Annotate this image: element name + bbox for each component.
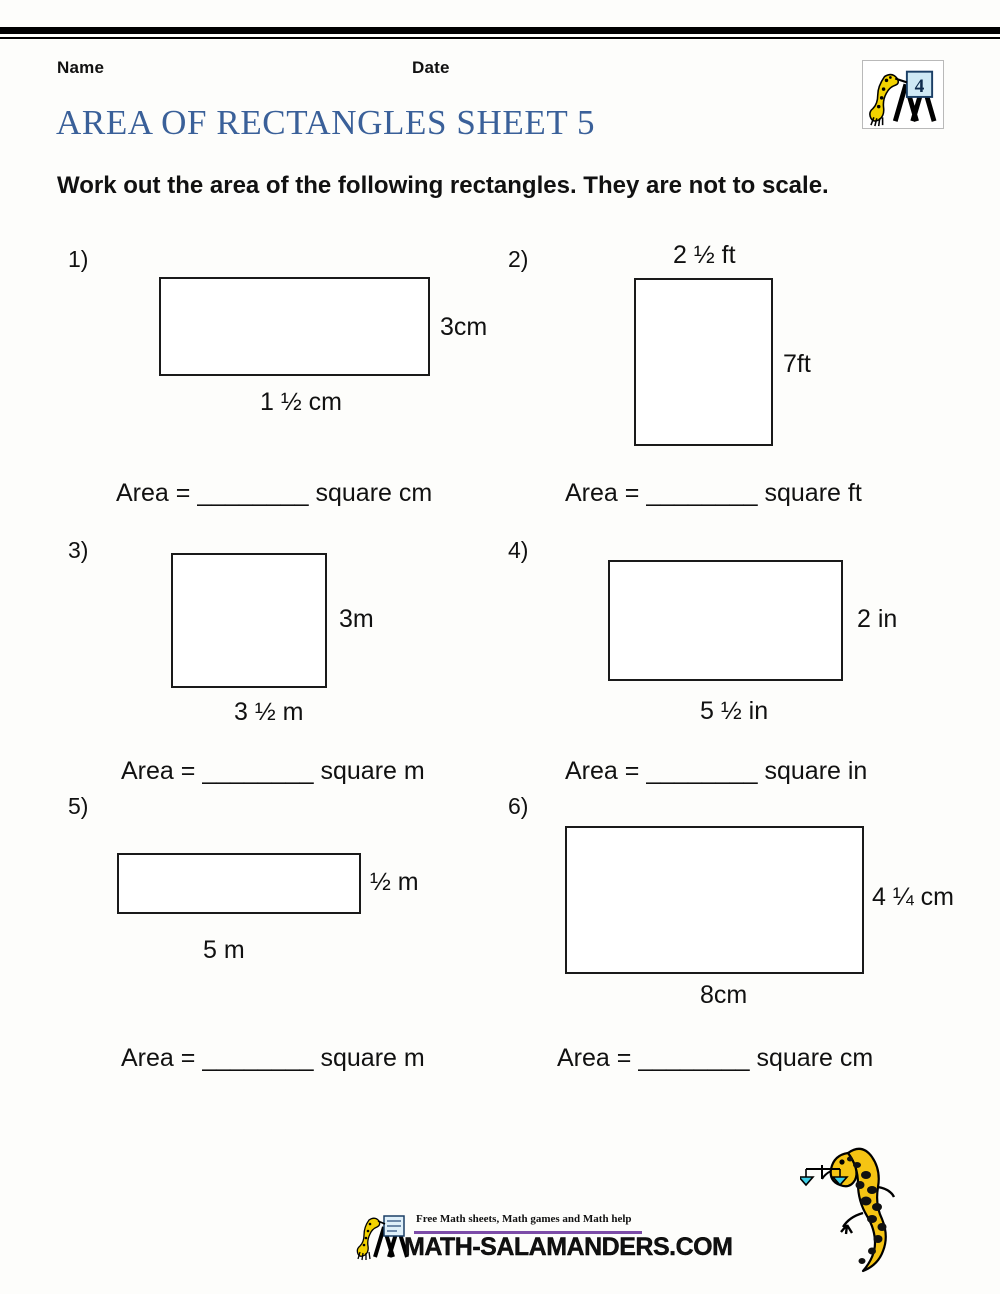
problem-6-area-answer-line[interactable] — [557, 1044, 873, 1073]
problem-1-area-answer-line[interactable] — [116, 479, 432, 508]
problem-5-number: 5) — [68, 793, 89, 819]
problem-4-area-answer-line[interactable] — [565, 757, 867, 786]
problem-1-rectangle — [159, 277, 430, 376]
salamander-easel-logo-icon — [863, 61, 943, 128]
salamander-with-scales-icon — [800, 1135, 975, 1275]
problem-2-area-prefix: Area = — [565, 479, 647, 507]
problem-5-width-label: 5 m — [203, 936, 245, 964]
problem-1-width-label: 1 ½ cm — [260, 388, 342, 416]
header-logo-grade-number: 4 — [914, 76, 925, 98]
problem-3-height-label: 3m — [339, 605, 374, 633]
footer-domain[interactable]: MATH-SALAMANDERS.COM — [404, 1233, 733, 1261]
problem-3-area-prefix: Area = — [121, 757, 203, 785]
problem-6-area-blank[interactable]: ________ — [638, 1044, 750, 1072]
header-logo — [862, 60, 944, 129]
problem-1-area-blank[interactable]: ________ — [197, 479, 309, 507]
problem-4-rectangle — [608, 560, 843, 681]
problem-3-rectangle — [171, 553, 327, 688]
salamander-with-scales-illustration — [800, 1135, 975, 1275]
problem-5-area-answer-line[interactable] — [121, 1044, 425, 1073]
problem-6-height-label: 4 ¼ cm — [872, 883, 954, 911]
problem-2-rectangle — [634, 278, 773, 446]
problem-5-rectangle — [117, 853, 361, 914]
problem-2-height-label: 7ft — [783, 350, 811, 378]
problem-5-area-prefix: Area = — [121, 1044, 203, 1072]
problem-4-number: 4) — [508, 537, 529, 563]
problem-4-width-label: 5 ½ in — [700, 697, 769, 725]
footer-tagline: Free Math sheets, Math games and Math help — [416, 1213, 632, 1225]
problem-6-width-label: 8cm — [700, 981, 748, 1009]
problem-5-height-label: ½ m — [370, 868, 419, 896]
problem-6-area-prefix: Area = — [557, 1044, 639, 1072]
problem-1-area-unit: square cm — [308, 479, 433, 507]
problem-6-rectangle — [565, 826, 864, 974]
problem-2-number: 2) — [508, 246, 529, 272]
header-divider-thin — [0, 37, 1000, 39]
problem-4-area-prefix: Area = — [565, 757, 647, 785]
footer-logo — [356, 1211, 733, 1261]
problem-3-area-answer-line[interactable] — [121, 757, 425, 786]
problem-2-width-label: 2 ½ ft — [673, 241, 736, 269]
instruction-text: Work out the area of the following rectangles. They are not to scale. — [57, 172, 829, 199]
problem-3-area-blank[interactable]: ________ — [202, 757, 314, 785]
problem-1-area-prefix: Area = — [116, 479, 198, 507]
problem-3-width-label: 3 ½ m — [234, 698, 304, 726]
problem-5-area-blank[interactable]: ________ — [202, 1044, 314, 1072]
problem-1-number: 1) — [68, 246, 89, 272]
problem-2-area-unit: square ft — [757, 479, 862, 507]
problem-4-area-unit: square in — [757, 757, 868, 785]
problem-3-area-unit: square m — [313, 757, 425, 785]
problem-3-number: 3) — [68, 537, 89, 563]
problem-6-area-unit: square cm — [749, 1044, 874, 1072]
problem-1-height-label: 3cm — [440, 313, 488, 341]
problem-4-height-label: 2 in — [857, 605, 898, 633]
date-label: Date — [412, 58, 450, 77]
problem-5-area-unit: square m — [313, 1044, 425, 1072]
problem-2-area-answer-line[interactable] — [565, 479, 862, 508]
problem-6-number: 6) — [508, 793, 529, 819]
page-title: AREA OF RECTANGLES SHEET 5 — [56, 103, 596, 142]
problem-2-area-blank[interactable]: ________ — [646, 479, 758, 507]
header-divider-thick — [0, 27, 1000, 34]
header-divider — [0, 27, 1000, 39]
name-label: Name — [57, 58, 105, 77]
problem-4-area-blank[interactable]: ________ — [646, 757, 758, 785]
